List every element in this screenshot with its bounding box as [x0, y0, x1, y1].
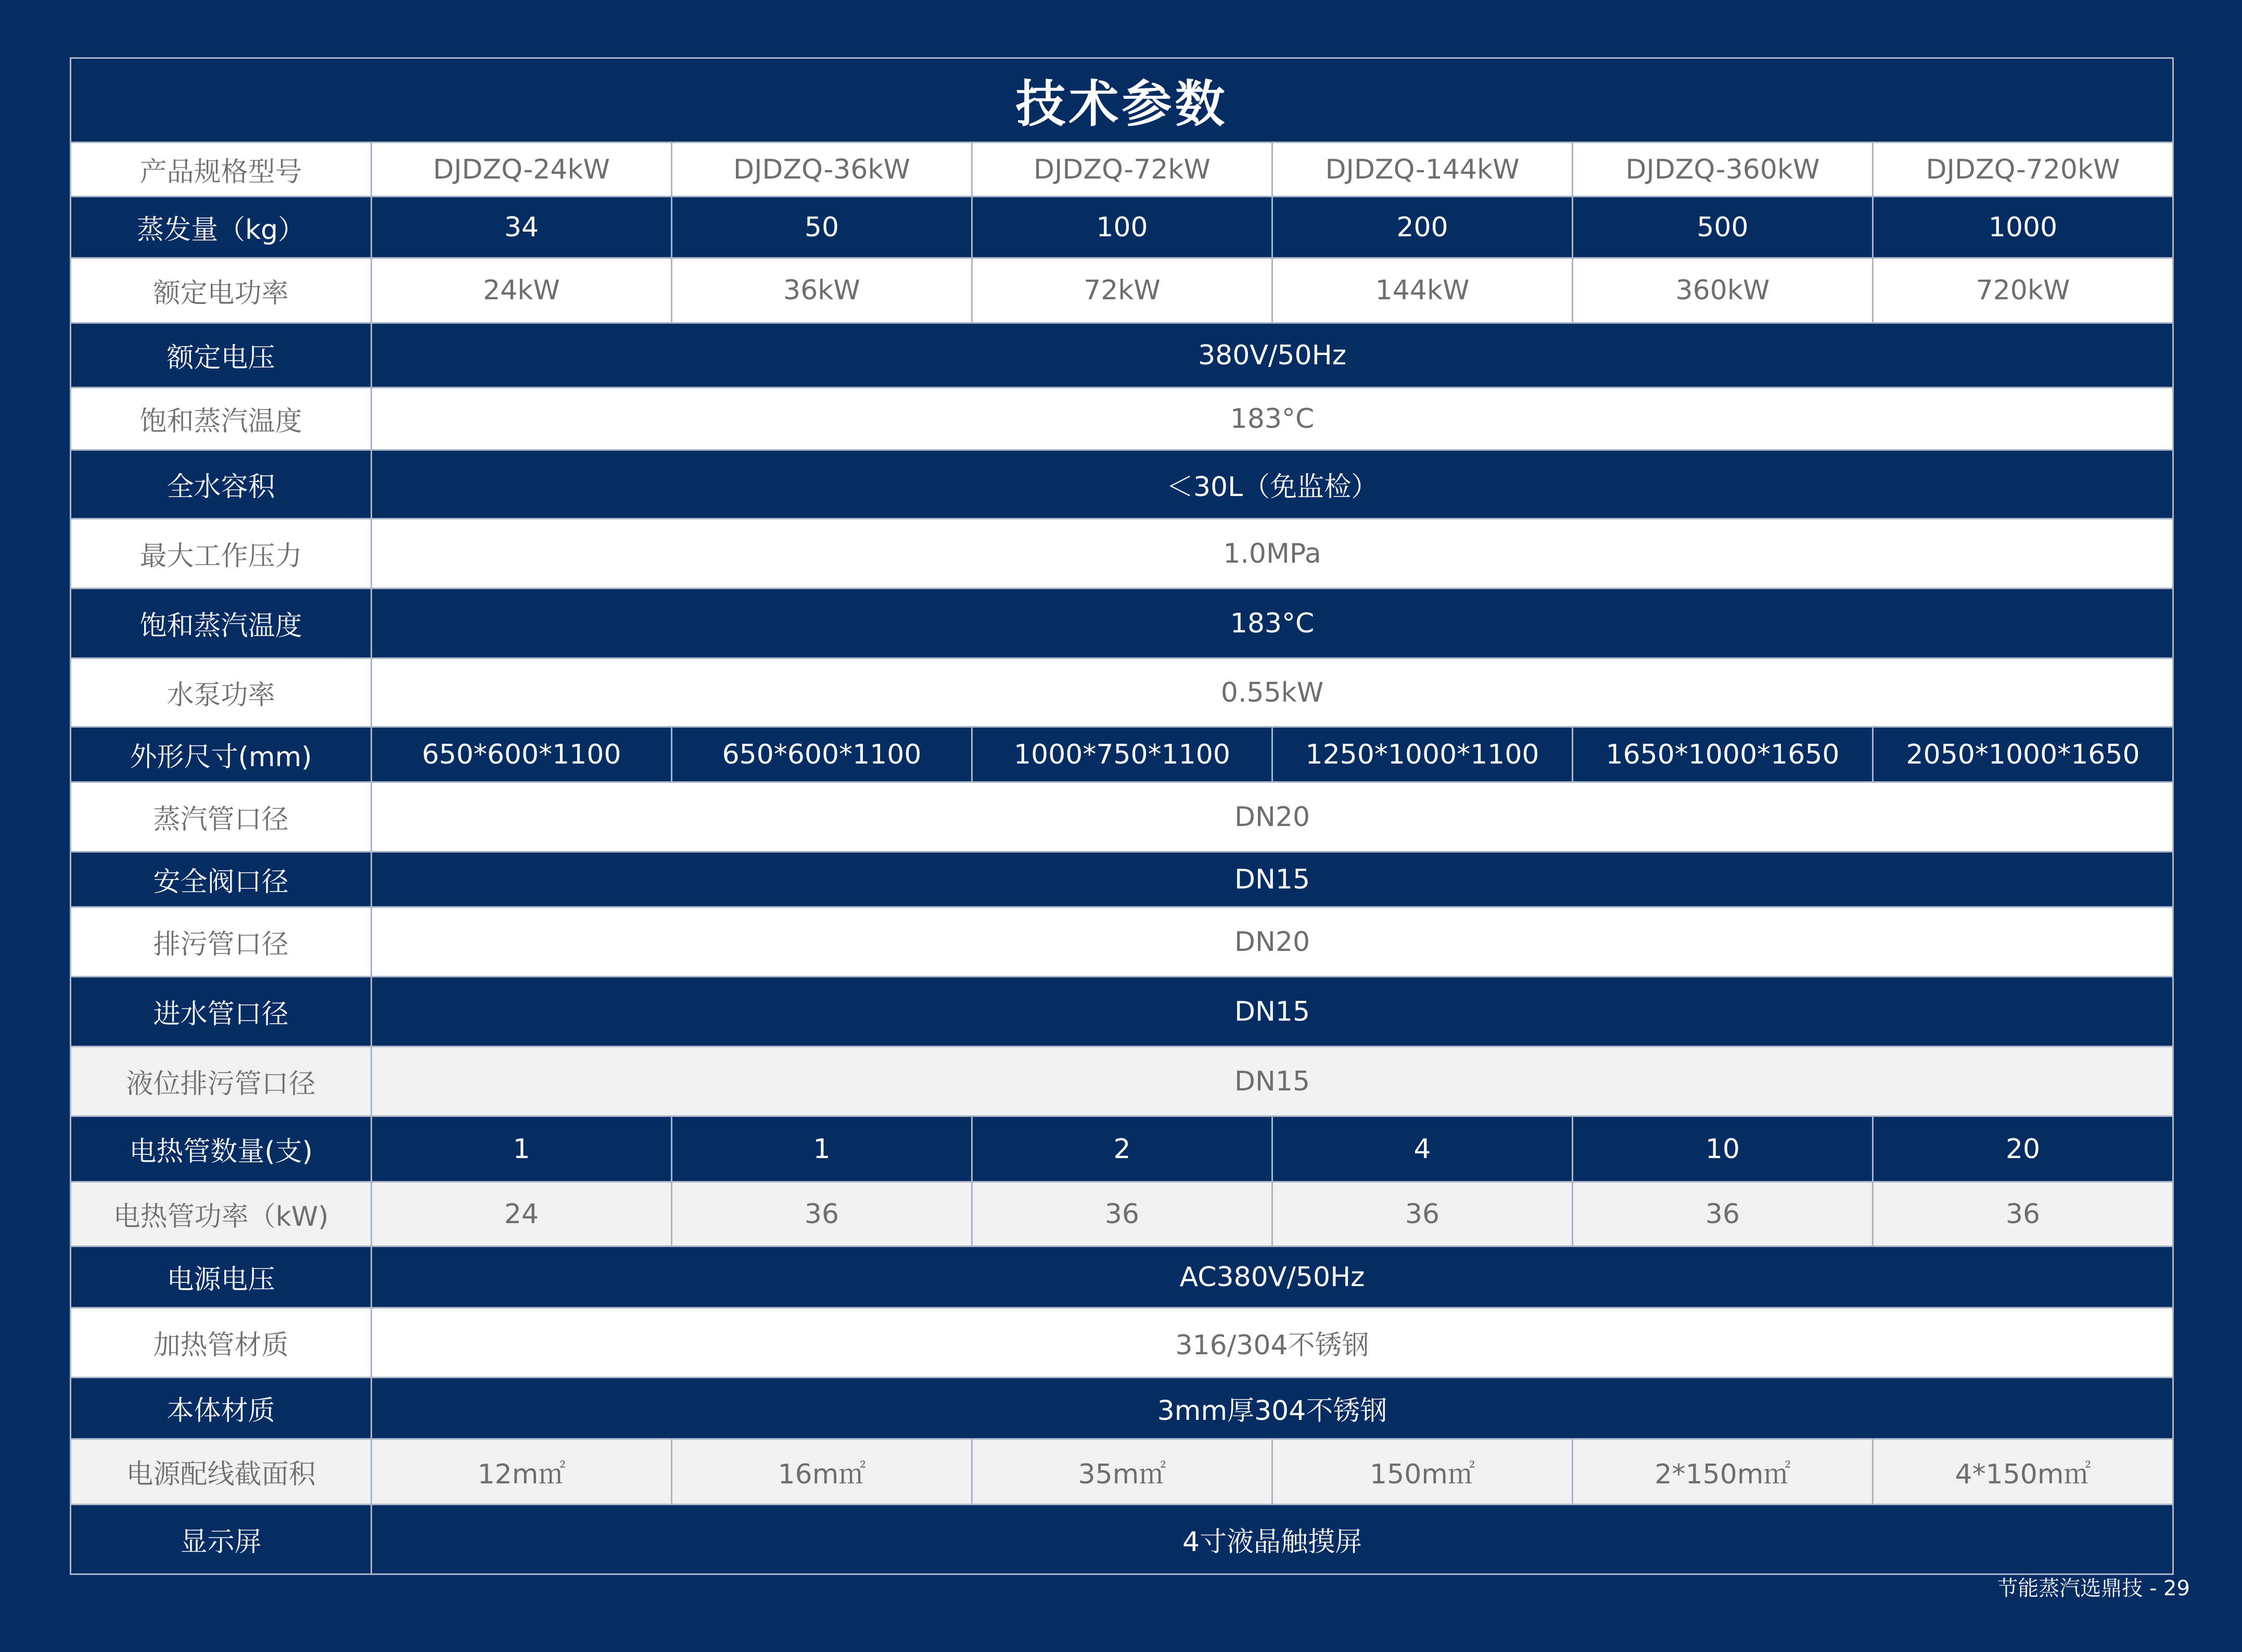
row-value-cell: 1000: [1873, 197, 2173, 258]
row-value-cell: 24: [372, 1182, 672, 1247]
row-value-cell: 1650*1000*1650: [1573, 727, 1873, 782]
table-row: [71, 1116, 2173, 1182]
spec-table: [70, 57, 2174, 1575]
row-value-cell: 36: [672, 1182, 972, 1247]
table-row: [71, 1047, 2173, 1116]
row-value-cell: DJDZQ-36kW: [672, 143, 972, 197]
row-value-cell: 34: [372, 197, 672, 258]
row-value-cell: 16m㎡: [672, 1439, 972, 1505]
row-value-cell: 1: [672, 1116, 972, 1182]
row-label: 排污管口径: [71, 907, 372, 977]
page-footer: 节能蒸汽选鼎技 - 29: [1997, 1577, 2190, 1600]
table-row: [71, 589, 2173, 658]
row-value-cell: 2050*1000*1650: [1873, 727, 2173, 782]
row-value-cell: DJDZQ-144kW: [1272, 143, 1573, 197]
row-value-cell: 10: [1573, 1116, 1873, 1182]
row-value-cell: 50: [672, 197, 972, 258]
row-label: 安全阀口径: [71, 852, 372, 907]
row-value-cell: DJDZQ-72kW: [972, 143, 1272, 197]
row-shared-value: DN15: [372, 852, 2173, 907]
row-value-cell: 144kW: [1272, 258, 1573, 323]
row-shared-value: DN20: [372, 782, 2173, 852]
row-value-cell: 1000*750*1100: [972, 727, 1272, 782]
row-value-cell: 35m㎡: [972, 1439, 1272, 1505]
table-row: [71, 1439, 2173, 1505]
table-row: [71, 1505, 2173, 1574]
table-row: [71, 852, 2173, 907]
row-label: 蒸发量（kg）: [71, 197, 372, 258]
row-value-cell: 36: [972, 1182, 1272, 1247]
row-value-cell: 200: [1272, 197, 1573, 258]
row-shared-value: 1.0MPa: [372, 519, 2173, 589]
row-value-cell: 650*600*1100: [672, 727, 972, 782]
row-shared-value: 0.55kW: [372, 658, 2173, 727]
row-shared-value: DN15: [372, 977, 2173, 1047]
row-label: 本体材质: [71, 1378, 372, 1439]
row-value-cell: 500: [1573, 197, 1873, 258]
row-value-cell: 1250*1000*1100: [1272, 727, 1573, 782]
table-row: [71, 1378, 2173, 1439]
row-label: 额定电压: [71, 323, 372, 388]
row-label: 额定电功率: [71, 258, 372, 323]
row-value-cell: 4*150m㎡: [1873, 1439, 2173, 1505]
row-value-cell: DJDZQ-720kW: [1873, 143, 2173, 197]
row-label: 产品规格型号: [71, 143, 372, 197]
table-row: [71, 1182, 2173, 1247]
row-value-cell: 2: [972, 1116, 1272, 1182]
row-shared-value: 183°C: [372, 589, 2173, 658]
row-shared-value: AC380V/50Hz: [372, 1247, 2173, 1308]
row-value-cell: 12m㎡: [372, 1439, 672, 1505]
table-row: [71, 143, 2173, 197]
row-shared-value: 4寸液晶触摸屏: [372, 1505, 2173, 1574]
table-row: [71, 1308, 2173, 1378]
table-row: [71, 519, 2173, 589]
row-label: 电源电压: [71, 1247, 372, 1308]
row-value-cell: 36: [1272, 1182, 1573, 1247]
row-label: 加热管材质: [71, 1308, 372, 1378]
row-label: 饱和蒸汽温度: [71, 388, 372, 450]
row-value-cell: 36: [1573, 1182, 1873, 1247]
row-value-cell: DJDZQ-360kW: [1573, 143, 1873, 197]
row-value-cell: DJDZQ-24kW: [372, 143, 672, 197]
table-row: [71, 658, 2173, 727]
table-row: [71, 727, 2173, 782]
row-label: 水泵功率: [71, 658, 372, 727]
row-value-cell: 1: [372, 1116, 672, 1182]
row-value-cell: 360kW: [1573, 258, 1873, 323]
row-value-cell: 150m㎡: [1272, 1439, 1573, 1505]
row-value-cell: 100: [972, 197, 1272, 258]
row-label: 蒸汽管口径: [71, 782, 372, 852]
table-row: [71, 258, 2173, 323]
table-row: [71, 977, 2173, 1047]
row-shared-value: 183°C: [372, 388, 2173, 450]
row-shared-value: 316/304不锈钢: [372, 1308, 2173, 1378]
row-label: 电源配线截面积: [71, 1439, 372, 1505]
row-label: 最大工作压力: [71, 519, 372, 589]
row-value-cell: 36: [1873, 1182, 2173, 1247]
row-label: 进水管口径: [71, 977, 372, 1047]
row-shared-value: DN20: [372, 907, 2173, 977]
row-label: 全水容积: [71, 450, 372, 519]
table-row: [71, 1247, 2173, 1308]
spec-table-body: [71, 143, 2173, 1574]
row-shared-value: 3mm厚304不锈钢: [372, 1378, 2173, 1439]
table-row: [71, 323, 2173, 388]
row-label: 显示屏: [71, 1505, 372, 1574]
row-label: 液位排污管口径: [71, 1047, 372, 1116]
table-row: [71, 197, 2173, 258]
row-value-cell: 4: [1272, 1116, 1573, 1182]
row-value-cell: 20: [1873, 1116, 2173, 1182]
table-row: [71, 907, 2173, 977]
row-shared-value: 380V/50Hz: [372, 323, 2173, 388]
table-row: [71, 450, 2173, 519]
row-value-cell: 36kW: [672, 258, 972, 323]
row-shared-value: ＜30L（免监检）: [372, 450, 2173, 519]
table-row: [71, 388, 2173, 450]
row-label: 饱和蒸汽温度: [71, 589, 372, 658]
row-label: 电热管数量(支): [71, 1116, 372, 1182]
row-label: 外形尺寸(mm): [71, 727, 372, 782]
row-value-cell: 72kW: [972, 258, 1272, 323]
row-shared-value: DN15: [372, 1047, 2173, 1116]
row-label: 电热管功率（kW): [71, 1182, 372, 1247]
table-row: [71, 782, 2173, 852]
row-value-cell: 720kW: [1873, 258, 2173, 323]
row-value-cell: 24kW: [372, 258, 672, 323]
row-value-cell: 650*600*1100: [372, 727, 672, 782]
row-value-cell: 2*150m㎡: [1573, 1439, 1873, 1505]
table-title: 技术参数: [71, 58, 2173, 143]
